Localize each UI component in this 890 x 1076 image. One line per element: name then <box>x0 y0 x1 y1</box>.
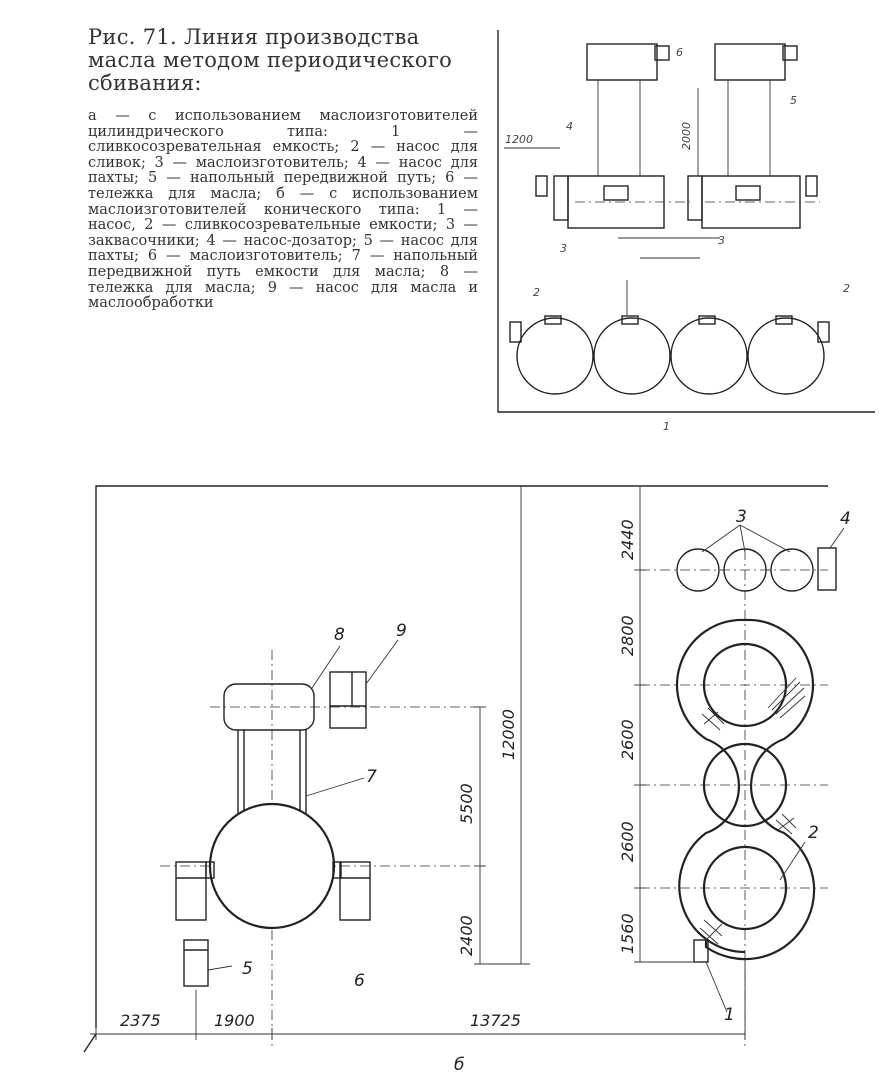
butter-cart-right <box>715 44 785 80</box>
dim-2800: 2800 <box>618 615 637 656</box>
serpentine-outer-left <box>677 620 745 952</box>
dim-12000: 12000 <box>499 709 518 760</box>
buttermilk-pump <box>184 940 208 986</box>
leader-lines <box>208 525 844 1012</box>
butter-pump <box>330 672 366 728</box>
fig-a-label-4: 4 <box>566 120 573 133</box>
caption-body: а — с использованием маслоизготовителей цилиндрического типа: 1 — сливкосозревательная емкость; 2 — насос для сливок; 3 — маслоизготовитель; 4 — насос для пахты; 5 — напольный передвижной путь; 6 — тележка для масла; б — с использованием маслоизготовителей конического типа: 1 — насос, 2 — сливкосозревательные емкости; 3 — заквасочники; 4 — насос-дозатор; 5 — насос для пахты; 6 — маслоизготовитель; 7 — напольный передвижной путь емкости для масла; 8 — тележка для масла; 9 — насос для масла и маслообработки <box>88 108 478 312</box>
churn-pump-right <box>340 862 370 920</box>
dim-2600-b: 2600 <box>618 821 637 862</box>
fig-b-label-7: 7 <box>366 767 377 787</box>
pump-right <box>806 176 817 196</box>
churn-hatch-left <box>604 186 628 200</box>
dim-2600-a: 2600 <box>618 719 637 760</box>
fig-b-label-6: 6 <box>354 971 365 991</box>
fig-a-label-2: 2 <box>533 286 540 299</box>
figure-a <box>498 30 875 433</box>
churn-end-right <box>688 176 702 220</box>
figure-a-frame <box>498 30 875 412</box>
dim-13725: 13725 <box>470 1011 521 1030</box>
dim-5500: 5500 <box>457 783 476 824</box>
churn-end-left <box>554 176 568 220</box>
tank-1-hatch <box>545 316 561 324</box>
tank-4 <box>748 318 824 394</box>
caption-title: Рис. 71. Линия производства масла методом периодического сбивания: <box>88 25 453 95</box>
tank-3 <box>671 318 747 394</box>
fig-b-label-1: 1 <box>724 1005 735 1025</box>
fig-a-label-3b: 3 <box>718 234 725 247</box>
serpentine-outer-right <box>706 620 814 959</box>
butter-cart-left <box>587 44 657 80</box>
fig-b-label-2: 2 <box>808 823 819 843</box>
fig-b-label-9: 9 <box>396 621 407 641</box>
tank-3-hatch <box>699 316 715 324</box>
dim-1900: 1900 <box>214 1011 255 1030</box>
figure-a-tanks <box>510 280 829 394</box>
fig-b-label-5: 5 <box>242 959 253 979</box>
fig-b-caption: б <box>454 1055 465 1075</box>
fig-a-label-2b: 2 <box>843 282 850 295</box>
tank-1 <box>517 318 593 394</box>
tank-4-hatch <box>776 316 792 324</box>
fig-a-label-3: 3 <box>560 242 567 255</box>
pump-left <box>536 176 547 196</box>
fig-a-label-5: 5 <box>790 94 797 107</box>
churn-pump-left <box>176 862 206 920</box>
tank-2 <box>594 318 670 394</box>
dosing-pump <box>818 548 836 590</box>
dim-a-2000: 2000 <box>680 122 693 150</box>
tank-2-hatch <box>622 316 638 324</box>
figure-a-right-unit <box>688 44 820 228</box>
fig-b-label-4: 4 <box>840 509 851 529</box>
fig-b-label-8: 8 <box>334 625 345 645</box>
dim-2440: 2440 <box>618 519 637 560</box>
fig-a-label-1: 1 <box>663 420 670 433</box>
dim-2400: 2400 <box>457 915 476 956</box>
figure-b <box>84 486 851 1075</box>
dim-2375: 2375 <box>120 1011 161 1030</box>
churn-hatch-right <box>736 186 760 200</box>
figure-a-left-unit <box>536 44 690 228</box>
conical-churn <box>210 804 334 928</box>
hatch-areas <box>700 678 805 944</box>
tank-pump-left <box>510 322 521 342</box>
dim-a-1200: 1200 <box>505 133 533 146</box>
dim-bottom-arrow <box>84 1034 96 1052</box>
fig-b-label-3: 3 <box>736 507 747 527</box>
dim-1560: 1560 <box>618 913 637 954</box>
dim-bottom-ticks <box>96 960 745 1040</box>
fig-a-label-6: 6 <box>676 46 683 59</box>
